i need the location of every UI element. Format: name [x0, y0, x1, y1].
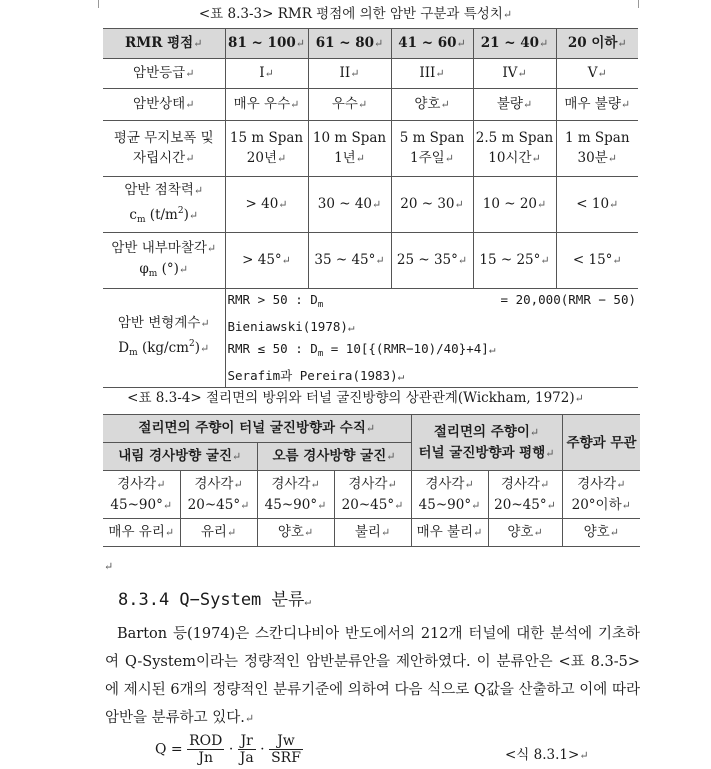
table1-header-cell: 81 ~ 100↵ — [225, 29, 308, 59]
header-drive-with-dip: 내림 경사방향 굴진↵ — [103, 443, 257, 471]
deformation-formulas: RMR > 50 : $D_m$ = 20,000(RMR − 50) Bieniawski(1978)↵ RMR ≤ 50 : $D_m$ = 10[{(RMR−10)/40}+4]↵ Serafim과 Pereira(1983)↵ — [225, 289, 638, 388]
table-cell: IV↵ — [473, 59, 556, 89]
table-cell: 우수↵ — [308, 89, 391, 121]
row-label: 암반 내부마찰각↵ $\varphi_m$ (°)↵ — [103, 233, 225, 289]
table1-row-grade — [103, 59, 638, 89]
table1-header-row — [103, 29, 638, 59]
table-cell: 양호↵ — [391, 89, 473, 121]
header-strike-perpendicular: 절리면의 주향이 터널 굴진방향과 수직↵ — [103, 415, 411, 443]
dip-cell: 경사각↵ 20~45°↵ — [180, 471, 257, 519]
table1-row-cohesion — [103, 177, 638, 233]
table-cell: 15 ~ 25°↵ — [473, 233, 556, 289]
dip-cell: 경사각↵ 45~90°↵ — [411, 471, 488, 519]
table-cell: < 15°↵ — [556, 233, 638, 289]
table-cell: 1 m Span 30분↵ — [556, 121, 638, 177]
table1-row-friction-angle — [103, 233, 638, 289]
row-label: 암반등급↵ — [103, 59, 225, 89]
table-cell: > 40↵ — [225, 177, 308, 233]
fraction-jr-ja: $\frac{Jr}{Ja}$ — [239, 733, 254, 766]
rating-cell: 양호↵ — [488, 519, 562, 547]
fraction-rqd-jn: $\frac{\text{ROD}}{Jn}$ — [189, 733, 223, 766]
table1-row-deformation-modulus — [103, 289, 638, 388]
table-cell: II↵ — [308, 59, 391, 89]
row-label: 암반 변형계수↵ $D_m$ $(kg/cm^2)↵$ — [103, 289, 225, 388]
table-cell: 35 ~ 45°↵ — [308, 233, 391, 289]
dip-cell: 경사각↵ 45~90°↵ — [257, 471, 334, 519]
table1-header-cell: 21 ~ 40↵ — [473, 29, 556, 59]
table-cell: > 45°↵ — [225, 233, 308, 289]
dip-cell: 경사각↵ 20~45°↵ — [334, 471, 411, 519]
dip-cell: 경사각↵ 45~90°↵ — [103, 471, 180, 519]
rating-cell: 양호↵ — [257, 519, 334, 547]
rating-cell: 매우 불리↵ — [411, 519, 488, 547]
rating-cell: 양호↵ — [562, 519, 640, 547]
table2-dip-row — [103, 471, 640, 519]
table-cell: III↵ — [391, 59, 473, 89]
table-cell: 25 ~ 35°↵ — [391, 233, 473, 289]
header-strike-parallel: 절리면의 주향이↵ 터널 굴진방향과 평행↵ — [411, 415, 562, 471]
table-cell: 2.5 m Span 10시간↵ — [473, 121, 556, 177]
rating-cell: 매우 유리↵ — [103, 519, 180, 547]
table1-header-cell: 41 ~ 60↵ — [391, 29, 473, 59]
table2-header-row — [103, 415, 640, 443]
table-cell: V↵ — [556, 59, 638, 89]
row-label: 암반 점착력↵ $c_m$ $(t/m^2)↵$ — [103, 177, 225, 233]
table2-rating-row — [103, 519, 640, 547]
table-cell: 15 m Span 20년↵ — [225, 121, 308, 177]
dip-cell: 경사각↵ 20°이하↵ — [562, 471, 640, 519]
paragraph-return-mark: ↵ — [104, 560, 114, 573]
table-cell: 불량↵ — [473, 89, 556, 121]
equation-label: <식 8.3.1>↵ — [505, 747, 589, 763]
table1-header-cell: 20 이하↵ — [556, 29, 638, 59]
q-formula: Q = $\frac{\text{ROD}}{Jn}$ · $\frac{Jr}{Ja}$ · $\frac{Jw}{\text{SRF}}$ — [155, 733, 301, 766]
rating-cell: 불리↵ — [334, 519, 411, 547]
row-label: 평균 무지보폭 및 자립시간↵ — [103, 121, 225, 177]
table1-rmr-classification — [103, 28, 638, 388]
rating-cell: 유리↵ — [180, 519, 257, 547]
table-cell: I↵ — [225, 59, 308, 89]
fraction-jw-srf: $\frac{Jw}{\text{SRF}}$ — [271, 733, 301, 766]
table1-row-standup-time — [103, 121, 638, 177]
row-label: 암반상태↵ — [103, 89, 225, 121]
table-cell: 10 ~ 20↵ — [473, 177, 556, 233]
section-heading: 8.3.4 Q−System 분류↵ — [118, 590, 311, 610]
table-cell: < 10↵ — [556, 177, 638, 233]
header-drive-against-dip: 오름 경사방향 굴진↵ — [257, 443, 411, 471]
table1-header-cell: 61 ~ 80↵ — [308, 29, 391, 59]
table-cell: 5 m Span 1주일↵ — [391, 121, 473, 177]
table2-joint-orientation — [103, 414, 640, 547]
dip-cell: 경사각↵ 20~45°↵ — [488, 471, 562, 519]
table2-caption: <표 8.3-4> 절리면의 방위와 터널 굴진방향의 상관관계(Wickham, 1972)↵ — [127, 390, 584, 406]
table1-header-cell: RMR 평점↵ — [103, 29, 225, 59]
table1-row-condition — [103, 89, 638, 121]
header-strike-irrespective: 주향과 무관 — [562, 415, 640, 471]
table-cell: 20 ~ 30↵ — [391, 177, 473, 233]
table-cell: 10 m Span 1년↵ — [308, 121, 391, 177]
table-cell: 매우 불량↵ — [556, 89, 638, 121]
table-cell: 매우 우수↵ — [225, 89, 308, 121]
section-paragraph: Barton 등(1974)은 스칸디나비아 반도에서의 212개 터널에 대한 분석에 기초하여 Q-System이라는 정량적인 암반분류안을 제안하였다. 이 분류안은 <표 8.3-5>에 제시된 6개의 정량적인 분류기준에 의하여 다음 식으로 Q값을 산출하고 이에 따라 암반을 분류하고 있다.↵ — [105, 626, 640, 726]
table-cell: 30 ~ 40↵ — [308, 177, 391, 233]
table1-caption: <표 8.3-3> RMR 평점에 의한 암반 구분과 특성치↵ — [198, 6, 513, 22]
